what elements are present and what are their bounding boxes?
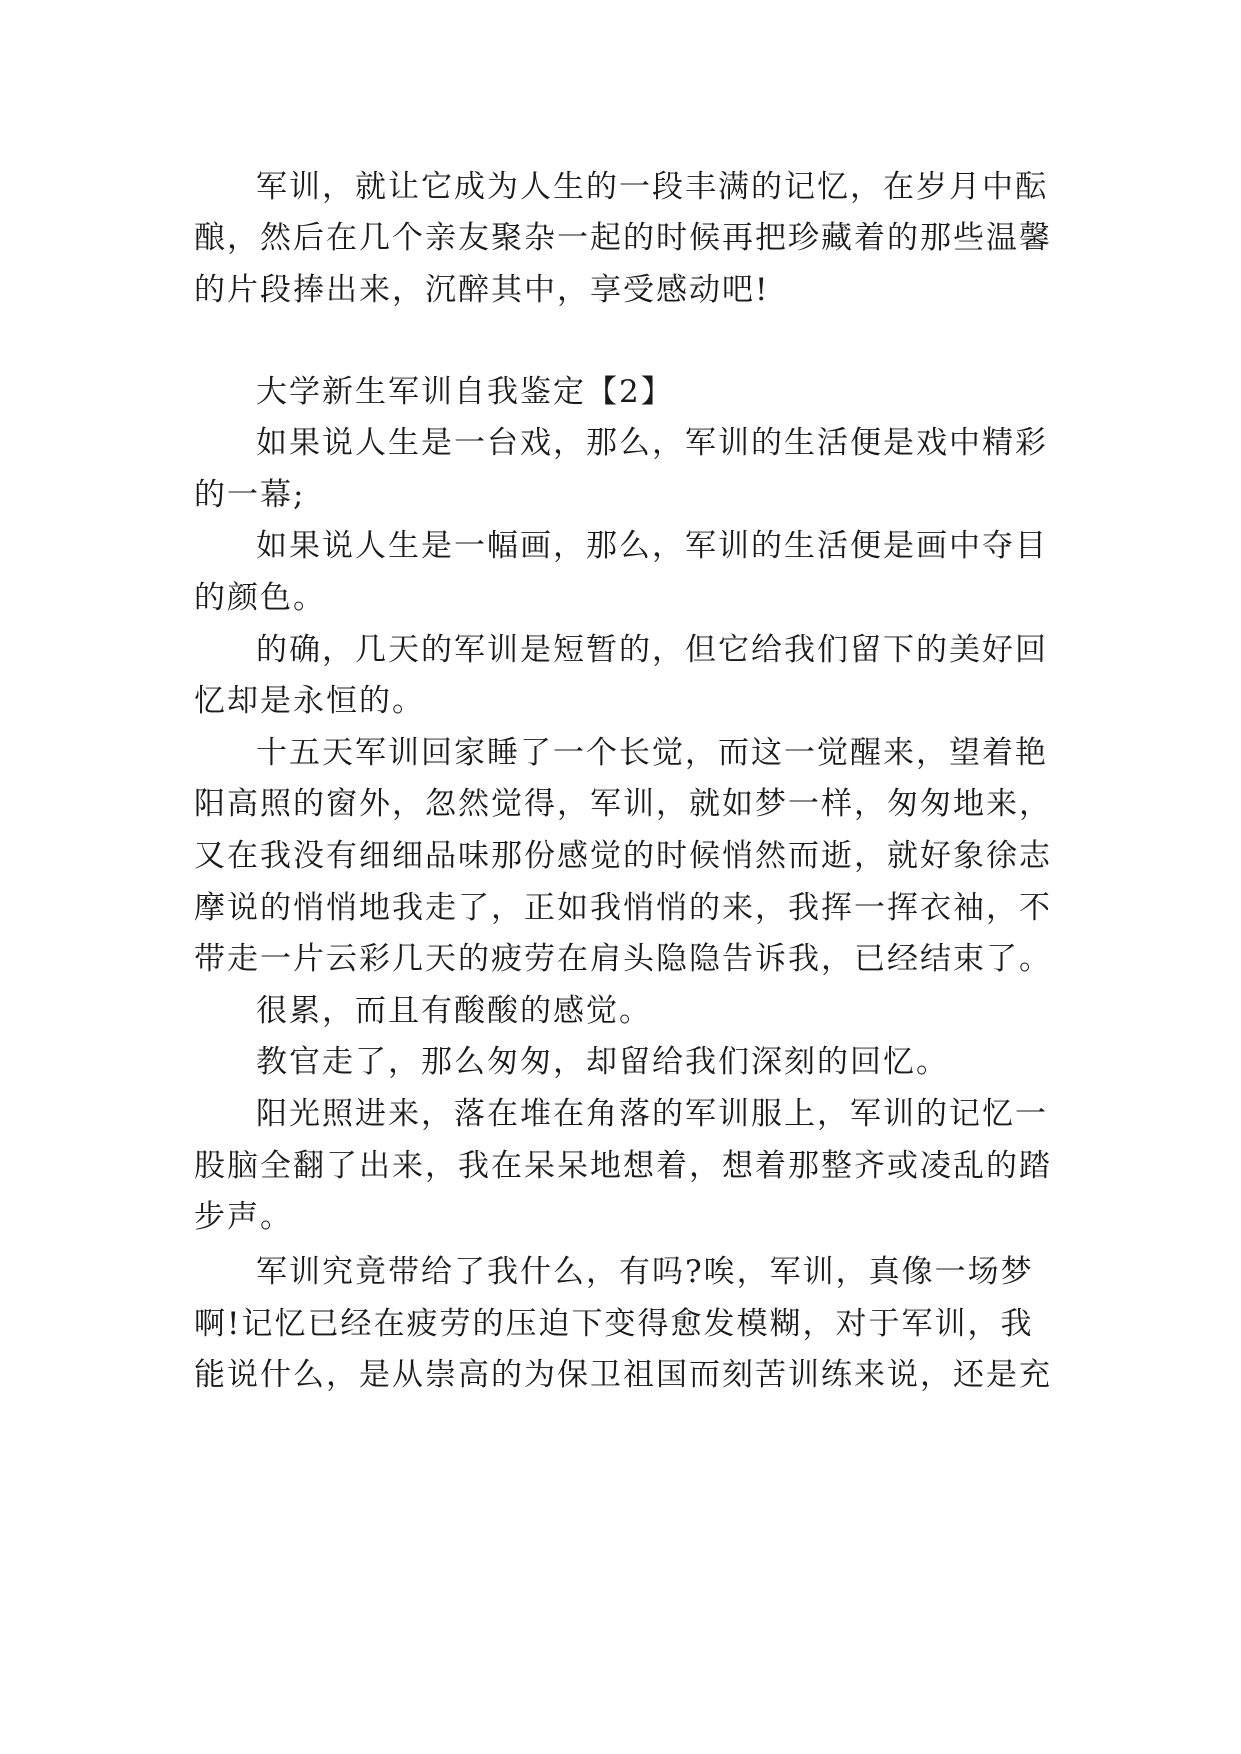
paragraph-line: 股脑全翻了出来，我在呆呆地想着，想着那整齐或凌乱的踏: [194, 1148, 1052, 1184]
paragraph-line: 能说什么，是从崇高的为保卫祖国而刻苦训练来说，还是充: [194, 1357, 1052, 1393]
paragraph-line: 的颜色。: [194, 580, 326, 616]
paragraph-line: 十五天军训回家睡了一个长觉，而这一觉醒来，望着艳: [256, 735, 1048, 771]
paragraph-line: 摩说的悄悄地我走了，正如我悄悄的来，我挥一挥衣袖，不: [194, 890, 1052, 926]
paragraph-line: 带走一片云彩几天的疲劳在肩头隐隐告诉我，已经结束了。: [194, 941, 1052, 977]
paragraph-line: 又在我没有细细品味那份感觉的时候悄然而逝，就好象徐志: [194, 838, 1052, 874]
paragraph-line: 啊!记忆已经在疲劳的压迫下变得愈发模糊，对于军训，我: [194, 1306, 1034, 1342]
paragraph-line: 很累，而且有酸酸的感觉。: [256, 993, 652, 1029]
section-heading: 大学新生军训自我鉴定【2】: [256, 374, 674, 410]
paragraph-line: 如果说人生是一台戏，那么，军训的生活便是戏中精彩: [256, 425, 1048, 461]
paragraph-line: 军训究竟带给了我什么，有吗?唉，军训，真像一场梦: [256, 1254, 1034, 1290]
paragraph-line: 步声。: [194, 1199, 293, 1235]
paragraph-line: 忆却是永恒的。: [194, 683, 425, 719]
paragraph-line: 教官走了，那么匆匆，却留给我们深刻的回忆。: [256, 1044, 949, 1080]
paragraph-line: 的确，几天的军训是短暂的，但它给我们留下的美好回: [256, 632, 1048, 668]
paragraph-line: 酿，然后在几个亲友聚杂一起的时候再把珍藏着的那些温馨: [194, 220, 1052, 256]
paragraph-line: 军训，就让它成为人生的一段丰满的记忆，在岁月中酝: [256, 169, 1048, 205]
paragraph-line: 的片段捧出来，沉醉其中，享受感动吧!: [194, 272, 770, 308]
paragraph-line: 阳光照进来，落在堆在角落的军训服上，军训的记忆一: [256, 1096, 1048, 1132]
paragraph-line: 如果说人生是一幅画，那么，军训的生活便是画中夺目: [256, 528, 1048, 564]
paragraph-line: 的一幕;: [194, 477, 306, 513]
paragraph-line: 阳高照的窗外，忽然觉得，军训，就如梦一样，匆匆地来，: [194, 786, 1052, 822]
